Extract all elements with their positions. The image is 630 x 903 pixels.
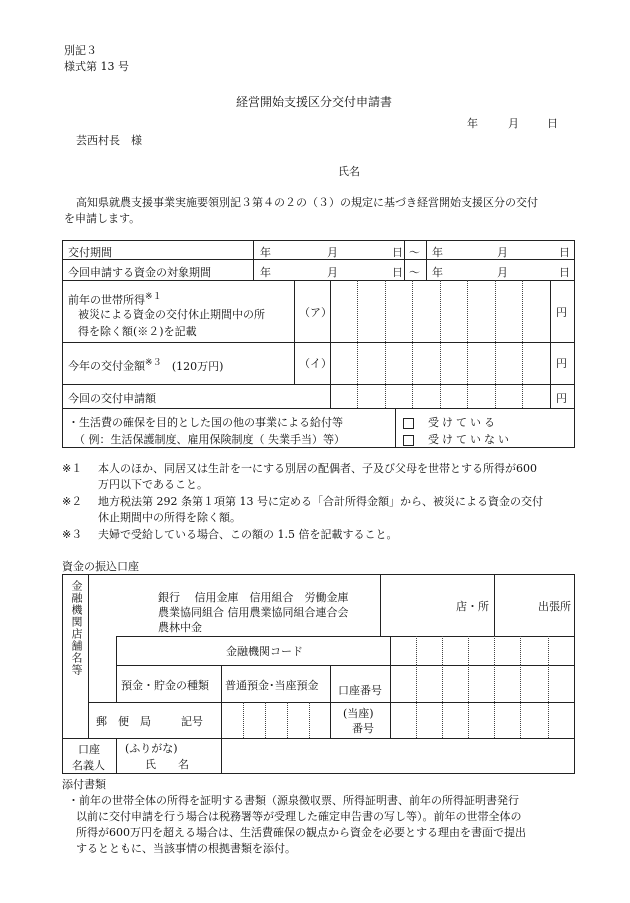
bank-types-line2: 農業協同組合 信用農業協同組合連合会 — [158, 606, 349, 619]
attachments-line1: ・前年の世帯全体の所得を証明する書類（源泉徴収票、所得証明書、前年の所得証明書発行 — [68, 794, 519, 807]
bank-types-line1: 銀行 信用金庫 信用組合 労働金庫 — [158, 591, 349, 604]
target-start-year: 年 — [260, 266, 271, 279]
account-number-label: 口座番号 — [338, 684, 382, 697]
post-office-label: 郵 便 局 — [96, 715, 151, 728]
target-start-day: 日 — [392, 266, 403, 279]
note1-line2: 万円以下であること。 — [98, 478, 208, 491]
furigana-label: (ふりがな) — [125, 742, 178, 755]
target-end-day: 日 — [559, 266, 570, 279]
period-start-year: 年 — [260, 246, 271, 259]
period-end-day: 日 — [559, 246, 570, 259]
current-application-label: 今回の交付申請額 — [68, 392, 156, 405]
intro-text-line2: を申請します。 — [64, 212, 141, 225]
current-application-yen: 円 — [556, 392, 567, 405]
other-benefit-line1: ・生活費の確保を目的とした国の他の事業による給付等 — [68, 416, 343, 429]
form-number-label: 様式第 13 号 — [64, 60, 129, 73]
target-end-year: 年 — [432, 266, 443, 279]
attachments-line2: 以前に交付申請を行う場合は税務署等が受理した確定申告書の写し等）。前年の世帯全体の — [76, 810, 522, 823]
period-start-day: 日 — [392, 246, 403, 259]
not-receiving-checkbox[interactable] — [403, 435, 414, 446]
receiving-checkbox[interactable] — [403, 418, 414, 429]
grant-amount-label: 今年の交付金額$^{※3}$ (120万円) — [68, 357, 224, 373]
grant-amount-yen: 円 — [556, 357, 567, 370]
page-title: 経営開始支援区分交付申請書 — [236, 95, 393, 109]
not-receiving-option[interactable]: 受けていない — [403, 431, 512, 447]
period-end-month: 月 — [497, 246, 508, 259]
note3-ref: ※３ — [145, 357, 162, 368]
note1-mark: ※１ — [62, 462, 83, 475]
note1-ref: ※１ — [145, 291, 162, 302]
receiving-option[interactable]: 受けている — [403, 414, 498, 430]
bank-vertical-label: 金融機関店舗名等 — [70, 580, 83, 676]
deposit-type-value: 普通預金･当座預金 — [225, 679, 319, 692]
bank-types-line3: 農林中金 — [158, 621, 202, 634]
bank-section-title: 資金の振込口座 — [62, 560, 139, 573]
date-month: 月 — [508, 117, 519, 130]
attachments-line3: 所得が600万円を超える場合は、生活費確保の観点から資金を必要とする理由を書面で提出 — [76, 826, 526, 839]
applicant-name-label: 氏名 — [338, 165, 360, 178]
account-holder-line1: 口座 — [78, 743, 100, 756]
account-holder-line2: 名義人 — [72, 759, 105, 772]
period-start-month: 月 — [327, 246, 338, 259]
note3-line1: 夫婦で受給している場合、この額の 1.5 倍を記載すること。 — [98, 528, 398, 541]
current-number-label: 番号 — [352, 722, 374, 735]
form-annex-label: 別記３ — [64, 44, 97, 57]
note2-line2: 休止期間中の所得を除く額。 — [98, 511, 241, 524]
prior-income-note-line2: 得を除く額(※２)を記載 — [78, 325, 197, 338]
deposit-type-label: 預金・貯金の種類 — [121, 679, 209, 692]
mark-i: （イ） — [299, 357, 332, 370]
note2-line1: 地方税法第 292 条第１項第 13 号に定める「合計所得金額」から、被災による資金の交付 — [98, 495, 543, 508]
prior-income-yen: 円 — [556, 306, 567, 319]
addressee: 芸西村長 様 — [76, 134, 142, 147]
target-start-month: 月 — [327, 266, 338, 279]
date-day: 日 — [547, 117, 558, 130]
attachments-line4: するとともに、当該事情の根拠書類を添付。 — [76, 842, 296, 855]
prior-income-note-line1: 被災による資金の交付休止期間中の所 — [78, 308, 265, 321]
intro-text-line1: 高知県就農支援事業実施要領別記３第４の２の（３）の規定に基づき経営開始支援区分の交付 — [76, 196, 538, 209]
prior-income-label: 前年の世帯所得$^{※1}$ — [68, 291, 162, 307]
target-end-month: 月 — [497, 266, 508, 279]
date-year: 年 — [467, 117, 478, 130]
mark-a: （ア） — [299, 306, 332, 319]
target-tilde: ～ — [409, 266, 420, 279]
post-symbol-label: 記号 — [181, 715, 203, 728]
note2-mark: ※２ — [62, 495, 83, 508]
bank-code-label: 金融機関コード — [226, 645, 303, 658]
holder-name-label: 氏 名 — [145, 758, 189, 771]
note3-mark: ※３ — [62, 528, 83, 541]
current-account-label: (当座) — [343, 707, 374, 720]
attachments-title: 添付書類 — [62, 778, 106, 791]
period-tilde: ～ — [409, 246, 420, 259]
period-end-year: 年 — [432, 246, 443, 259]
branch-label: 店・所 — [456, 600, 489, 613]
grant-period-label: 交付期間 — [68, 246, 112, 259]
note1-line1: 本人のほか、同居又は生計を一にする別居の配偶者、子及び父母を世帯とする所得が600 — [98, 462, 537, 475]
other-benefit-line2: （ 例：生活保護制度、雇用保険制度（ 失業手当）等） — [74, 433, 345, 446]
branch-office-label: 出張所 — [538, 600, 571, 613]
target-period-label: 今回申請する資金の対象期間 — [68, 266, 211, 279]
